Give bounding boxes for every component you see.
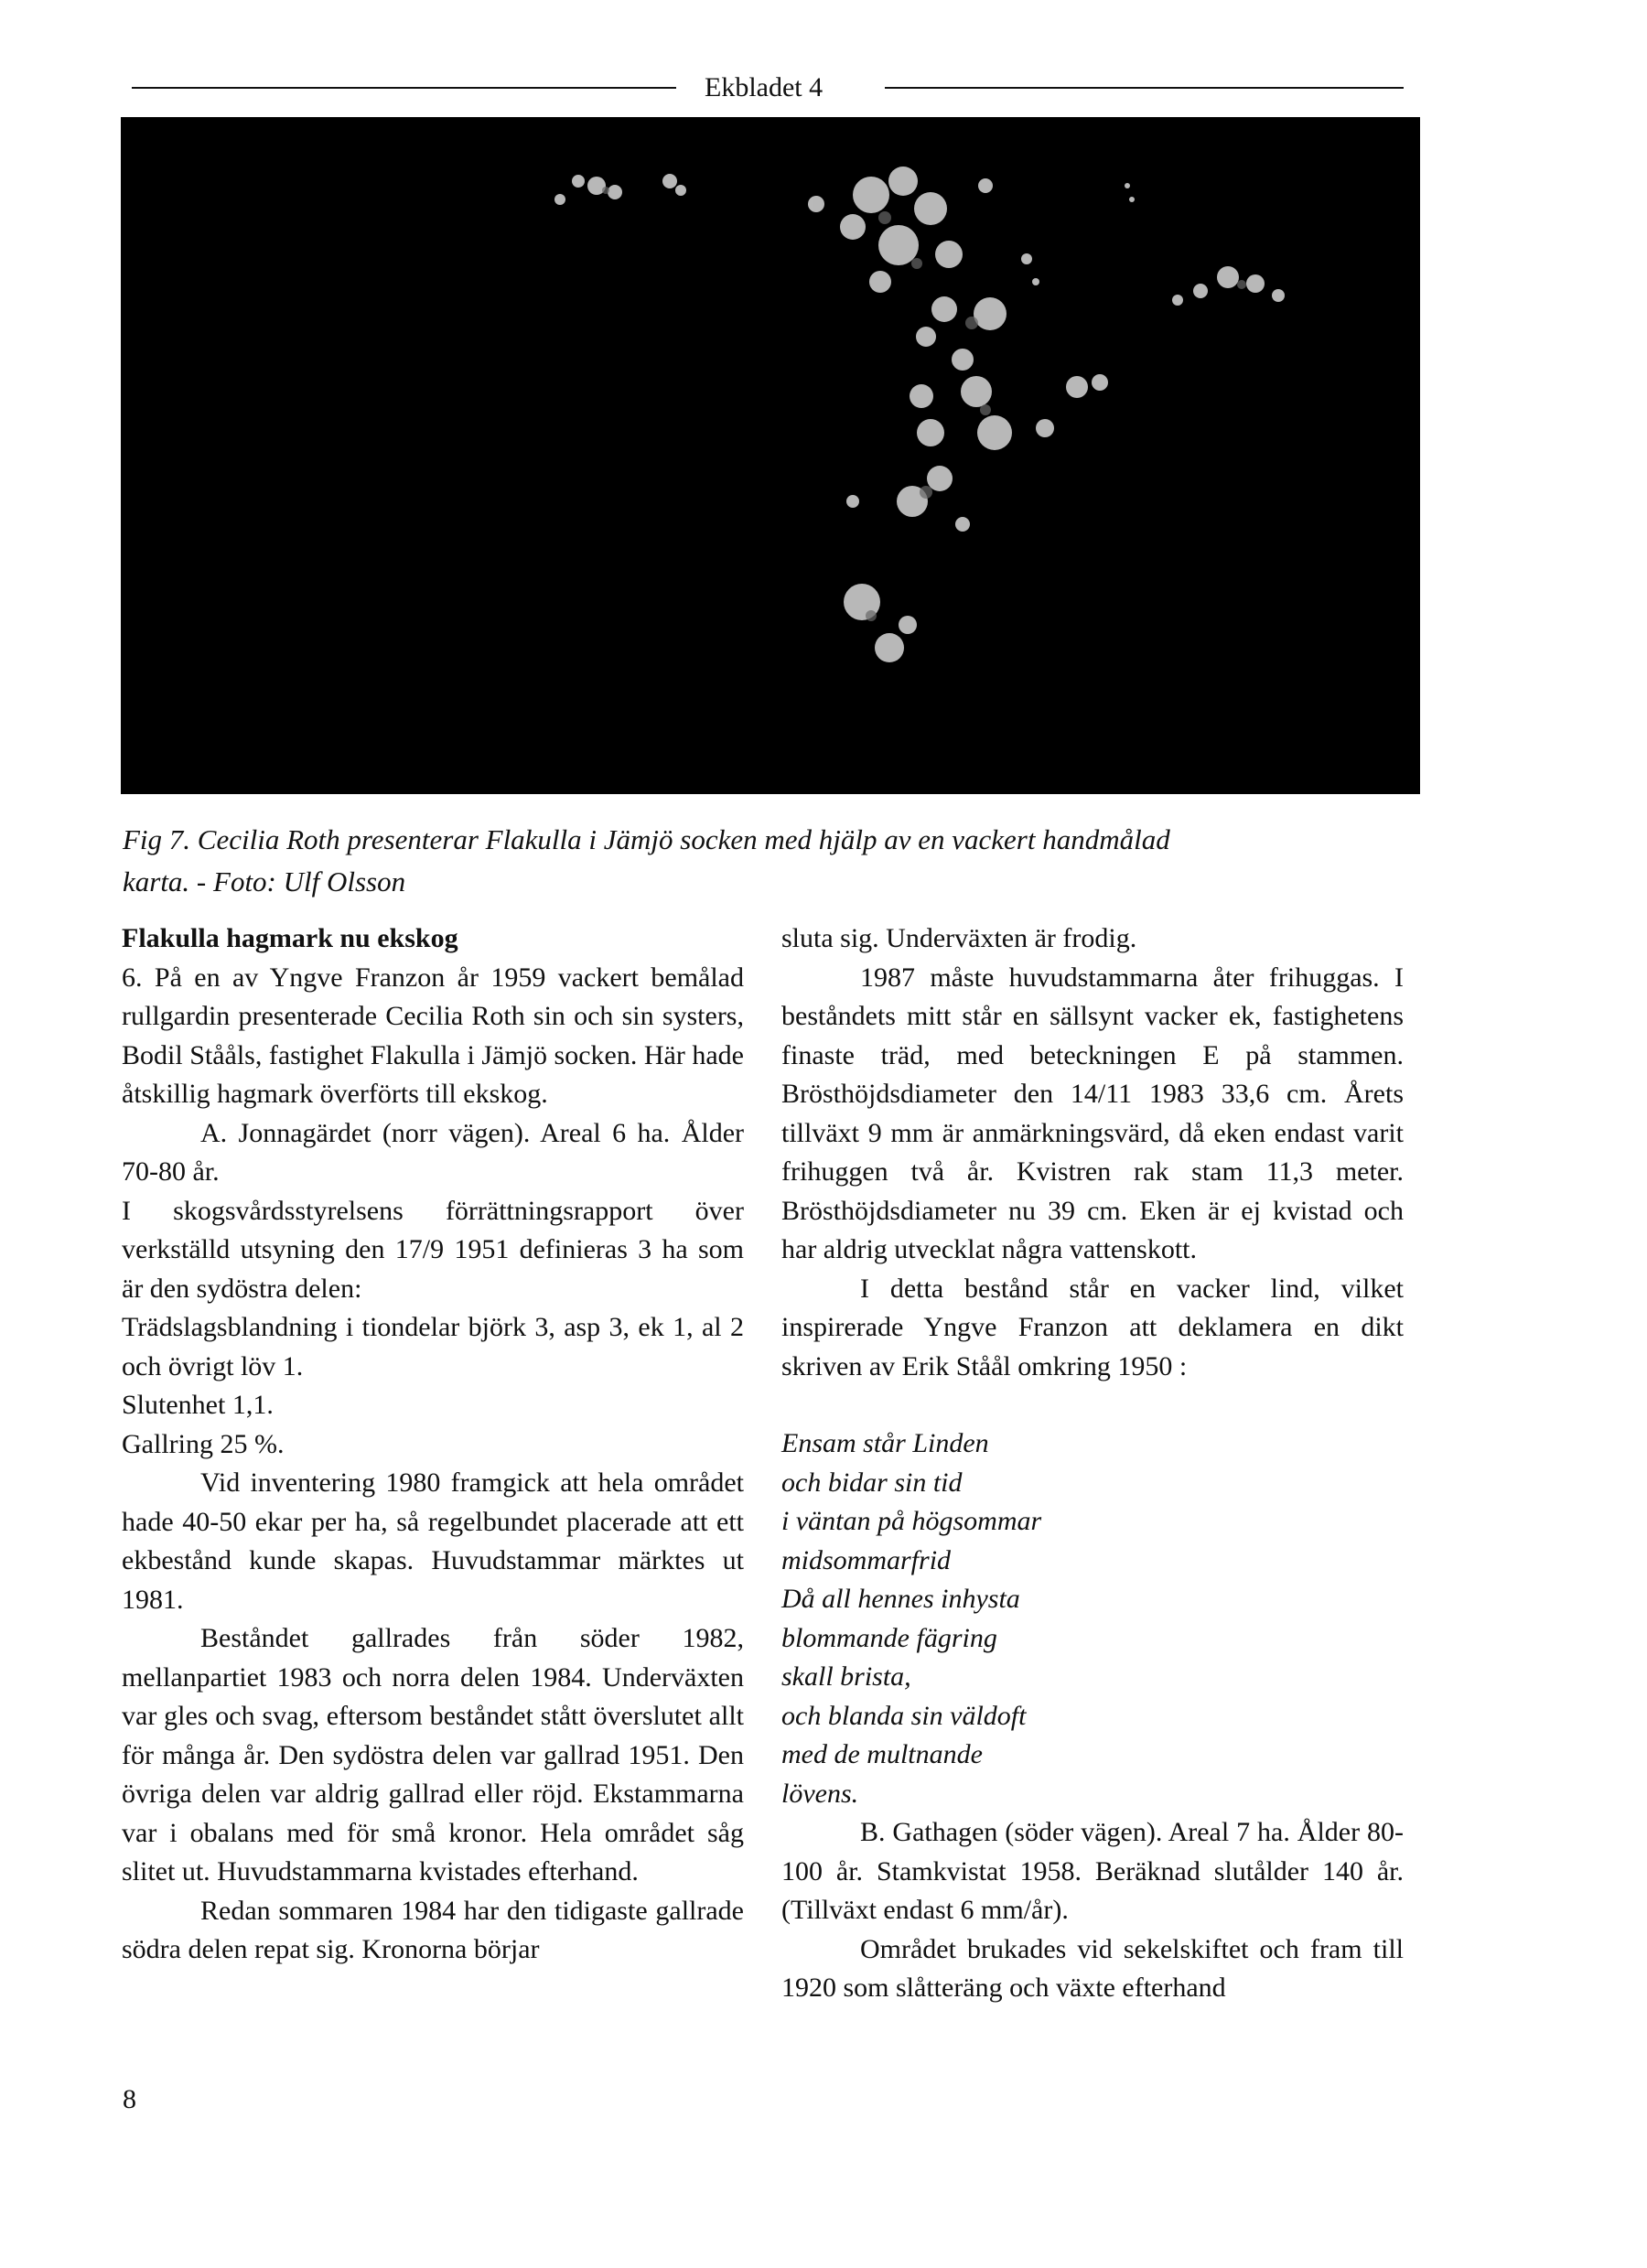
right-paragraph-5: Området brukades vid sekelskiftet och fram till 1920 som slåtteräng och växte efterhand bbox=[781, 1933, 1404, 2003]
poem-line: Ensam står Linden bbox=[781, 1428, 989, 1458]
left-paragraph-7: Vid inventering 1980 framgick att hela området hade 40-50 ekar per ha, så regelbundet placerade att ett ekbestånd kunde skapas. Huvudstammar märktes ut 1981. bbox=[122, 1467, 744, 1615]
photo-speckle-image bbox=[121, 117, 1420, 794]
running-header bbox=[132, 71, 1404, 104]
poem-line: och blanda sin väldoft bbox=[781, 1700, 1027, 1731]
right-paragraph-3: I detta bestånd står en vacker lind, vilket inspirerade Yngve Franzon att deklamera en dikt skriven av Erik Ståål omkring 1950 : bbox=[781, 1273, 1404, 1381]
poem-line: i väntan på högsommar bbox=[781, 1506, 1042, 1536]
poem-line: midsommarfrid bbox=[781, 1544, 952, 1575]
left-paragraph-9: Redan sommaren 1984 har den tidigaste gallrade södra delen repat sig. Kronorna börjar bbox=[122, 1895, 744, 1964]
poem-line: Då all hennes inhysta bbox=[781, 1584, 1020, 1614]
poem-line: skall brista, bbox=[781, 1661, 911, 1692]
left-paragraph-4: Trädslagsblandning i tiondelar björk 3, asp 3, ek 1, al 2 och övrigt löv 1. bbox=[122, 1312, 744, 1381]
poem-line: lövens. bbox=[781, 1778, 859, 1809]
poem-line: och bidar sin tid bbox=[781, 1467, 963, 1498]
article-heading: Flakulla hagmark nu ekskog bbox=[122, 923, 458, 953]
right-paragraph-1: sluta sig. Underväxten är frodig. bbox=[781, 923, 1137, 953]
left-paragraph-8: Beståndet gallrades från söder 1982, mellanpartiet 1983 och norra delen 1984. Underväxten var gles och svag, eftersom beståndet stått överslutet allt för många år. Den sydöstra delen var gallrad 1951. Den övriga delen var aldrig gallrad eller röjd. Ekstammarna var i obalans med för små kronor. Hela området såg slitet ut. Huvudstammarna kvistades efterhand. bbox=[122, 1623, 744, 1886]
right-paragraph-2: 1987 måste huvudstammarna åter frihuggas. I beståndets mitt står en sällsynt vacker ek, fastighetens finaste träd, med beteckningen E på stammen. Brösthöjdsdiameter den 14/11 1983 33,6 cm. Årets tillväxt 9 mm är anmärkningsvärd, då eken endast varit frihuggen två år. Kvistren rak stam 11,3 meter. Brösthöjdsdiameter nu 39 cm. Eken är ej kvistad och har aldrig utvecklat några vattenskott. bbox=[781, 962, 1404, 1264]
poem-line: blommande fägring bbox=[781, 1622, 997, 1653]
poem-spacer bbox=[781, 1386, 1404, 1424]
running-header-title: Ekbladet 4 bbox=[705, 72, 824, 102]
left-paragraph-5: Slutenhet 1,1. bbox=[122, 1390, 274, 1420]
page-number: 8 bbox=[123, 2084, 136, 2114]
right-column bbox=[781, 919, 1404, 2008]
left-paragraph-2: A. Jonnagärdet (norr vägen). Areal 6 ha. Ålder 70-80 år. bbox=[122, 1117, 744, 1187]
poem bbox=[781, 1424, 1404, 1813]
header-rule-left bbox=[132, 87, 676, 89]
figure-caption-line-1: Fig 7. Cecilia Roth presenterar Flakulla i Jämjö socken med hjälp av en vackert handmålad bbox=[123, 823, 1170, 855]
right-paragraph-4: B. Gathagen (söder vägen). Areal 7 ha. Ålder 80-100 år. Stamkvistat 1958. Beräknad slutålder 140 år. (Tillväxt endast 6 mm/år). bbox=[781, 1817, 1404, 1925]
left-paragraph-1: 6. På en av Yngve Franzon år 1959 vackert bemålad rullgardin presenterade Cecilia Roth sin och sin systers, Bodil Stååls, fastighet Flakulla i Jämjö socken. Här hade åtskillig hagmark överförts till ekskog. bbox=[122, 962, 744, 1109]
left-paragraph-6: Gallring 25 %. bbox=[122, 1428, 285, 1459]
header-rule-right bbox=[885, 87, 1404, 89]
poem-line: med de multnande bbox=[781, 1739, 983, 1769]
left-paragraph-3: I skogsvårdsstyrelsens förrättningsrapport över verkställd utsyning den 17/9 1951 definieras 3 ha som är den sydöstra delen: bbox=[122, 1195, 744, 1304]
figure-caption bbox=[123, 819, 1422, 903]
left-column bbox=[122, 919, 744, 1970]
figure-photo bbox=[121, 117, 1420, 794]
figure-caption-line-2: karta. - Foto: Ulf Olsson bbox=[123, 865, 406, 898]
